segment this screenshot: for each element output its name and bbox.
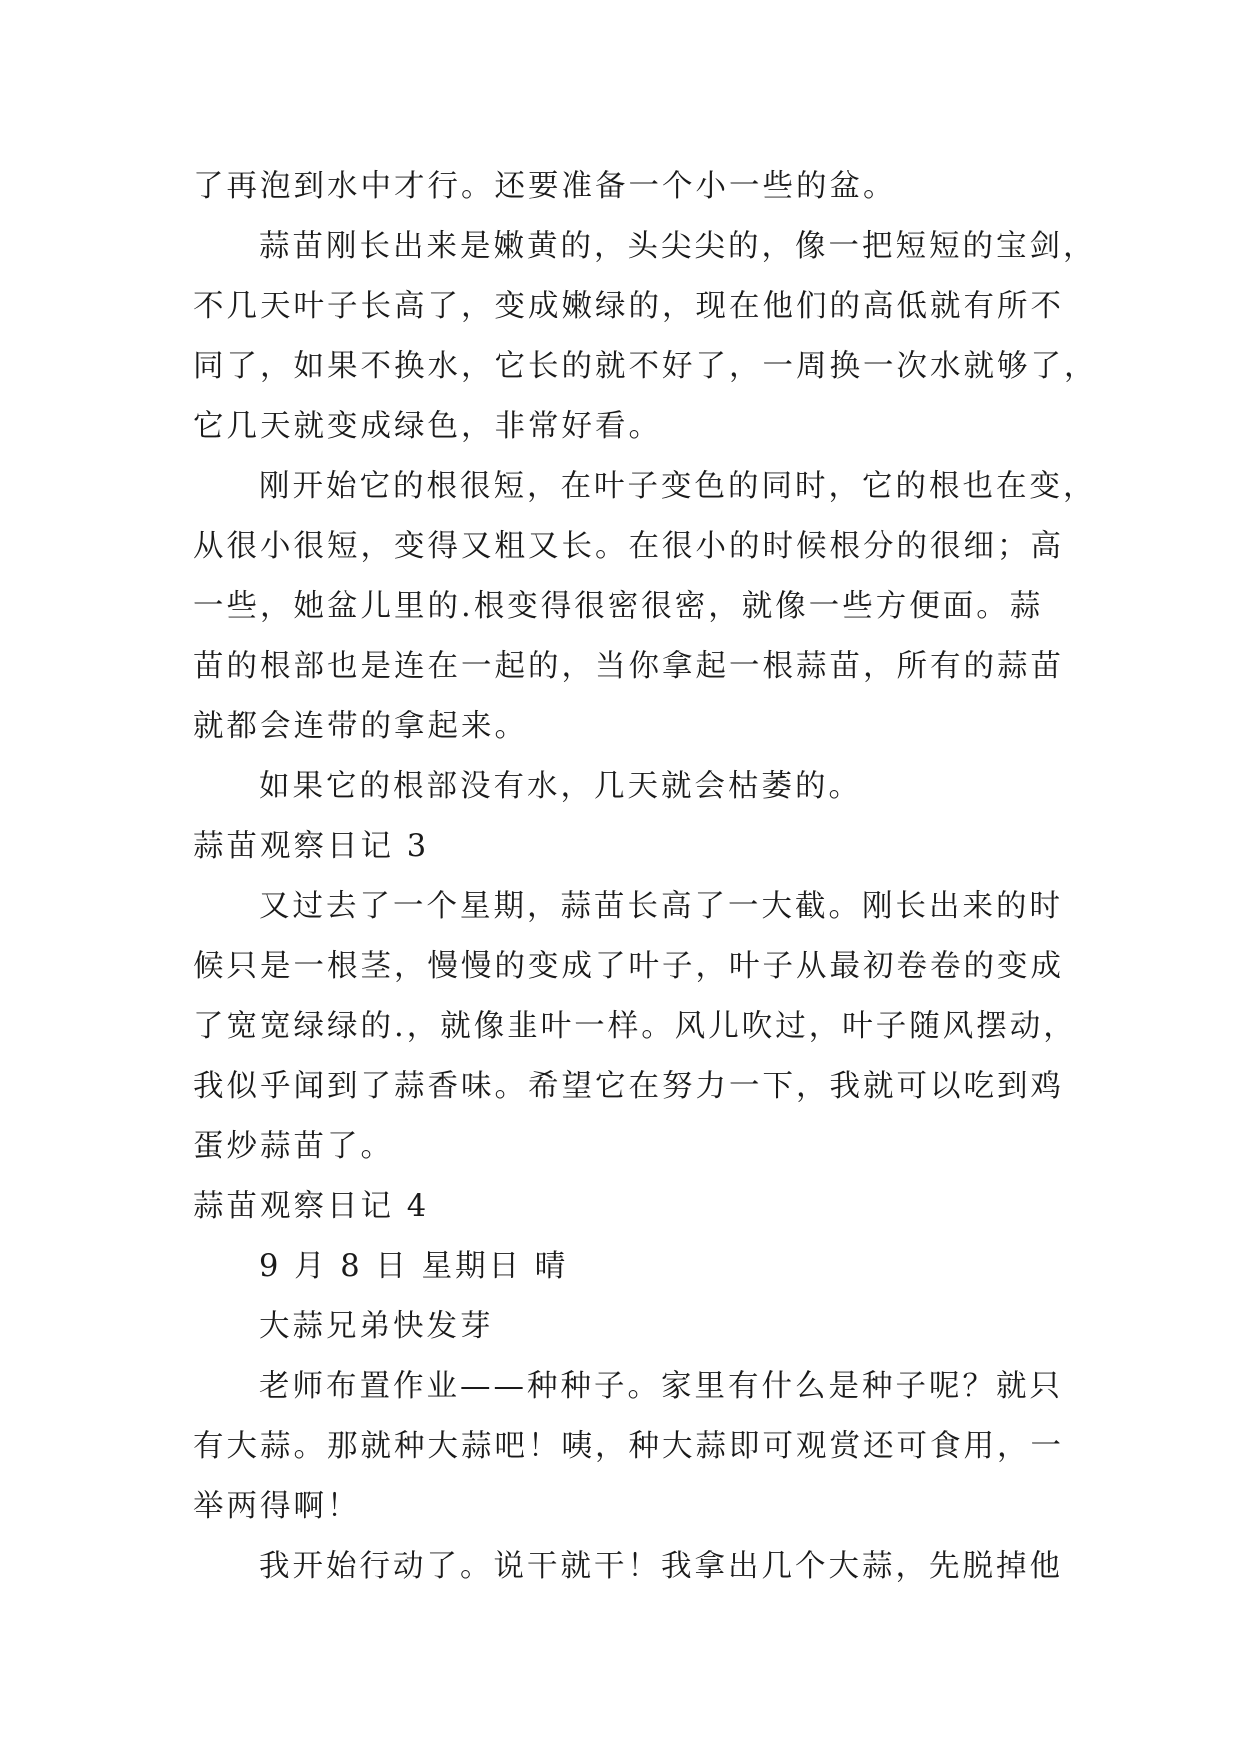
- text-line: 它几天就变成绿色，非常好看。: [193, 409, 662, 444]
- date-line: 9 月 8 日 星期日 晴: [259, 1249, 569, 1284]
- text-line: 我似乎闻到了蒜香味。希望它在努力一下，我就可以吃到鸡: [193, 1069, 1064, 1104]
- entry-title: 大蒜兄弟快发芽: [259, 1309, 494, 1344]
- section-heading: 蒜苗观察日记 3: [193, 829, 430, 864]
- text-line: 不几天叶子长高了，变成嫩绿的，现在他们的高低就有所不: [193, 289, 1064, 324]
- paragraph: [193, 1537, 1067, 1597]
- text-line: 举两得啊！: [193, 1489, 361, 1524]
- text-line: 一些，她盆儿里的.根变得很密很密，就像一些方便面。蒜: [193, 589, 1044, 624]
- paragraph: [193, 457, 1097, 757]
- text-line: 有大蒜。那就种大蒜吧！咦，种大蒜即可观赏还可食用，一: [193, 1429, 1064, 1464]
- text-line: 又过去了一个星期，蒜苗长高了一大截。刚长出来的时: [259, 889, 1063, 924]
- paragraph: [193, 217, 1098, 457]
- text-line: 同了，如果不换水，它长的就不好了，一周换一次水就够了，: [193, 349, 1098, 384]
- text-line: 蛋炒蒜苗了。: [193, 1129, 394, 1164]
- text-line: 了宽宽绿绿的.，就像韭叶一样。风儿吹过，叶子随风摆动，: [193, 1009, 1077, 1044]
- text-line: 从很小很短，变得又粗又长。在很小的时候根分的很细；高: [193, 529, 1064, 564]
- text-line: 老师布置作业——种种子。家里有什么是种子呢？就只: [259, 1369, 1063, 1404]
- paragraph: [193, 757, 1067, 817]
- text-line: 了再泡到水中才行。还要准备一个小一些的盆。: [193, 169, 897, 204]
- text-line: 就都会连带的拿起来。: [193, 709, 528, 744]
- paragraph: [193, 1297, 1067, 1357]
- document-body: [193, 157, 1098, 1597]
- text-line: 刚开始它的根很短，在叶子变色的同时，它的根也在变，: [259, 469, 1097, 504]
- text-line: 蒜苗刚长出来是嫩黄的，头尖尖的，像一把短短的宝剑，: [259, 229, 1097, 264]
- paragraph: [193, 1237, 1067, 1297]
- text-line: 苗的根部也是连在一起的，当你拿起一根蒜苗，所有的蒜苗: [193, 649, 1064, 684]
- paragraph: [193, 1357, 1067, 1537]
- text-line: 候只是一根茎，慢慢的变成了叶子，叶子从最初卷卷的变成: [193, 949, 1064, 984]
- text-line: 如果它的根部没有水，几天就会枯萎的。: [259, 769, 862, 804]
- text-line: 我开始行动了。说干就干！我拿出几个大蒜，先脱掉他: [259, 1549, 1063, 1584]
- section-heading: 蒜苗观察日记 4: [193, 1189, 430, 1224]
- paragraph: [193, 877, 1077, 1177]
